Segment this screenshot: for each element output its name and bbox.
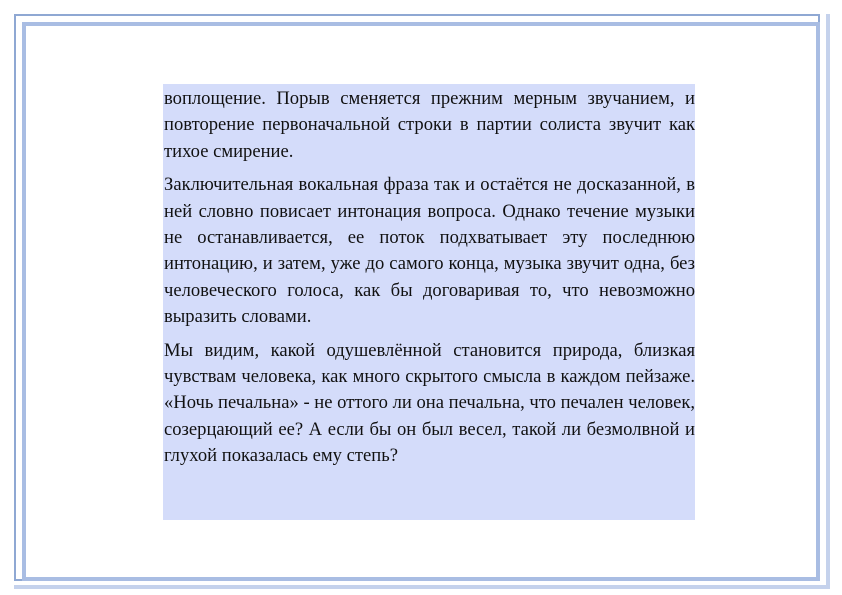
paragraph-3: Мы видим, какой одушевлённой становится природа, близкая чувствам человека, как много скрытого смысла в каждом пейзаже. «Ночь печальна» - не оттого ли она печальна, что печален человек, созерцающий ее? А если бы он был весел, такой ли безмолвной и глухой показалась ему степь? [164, 339, 695, 467]
frame-shadow-bottom [14, 585, 830, 589]
paragraph-1: воплощение. Порыв сменяется прежним мерным звучанием, и повторение первоначальной строки в партии солиста звучит как тихое смирение. [164, 88, 695, 162]
frame-shadow-right [826, 14, 830, 589]
paragraph-2: Заключительная вокальная фраза так и остаётся не досказанной, в ней словно повисает интонация вопроса. Однако течение музыки не останавливается, ее поток подхватывает эту последнюю интонацию, и затем, уже до самого конца, музыка звучит одна, без человеческого голоса, как бы договаривая то, что невозможно выразить словами. [164, 174, 695, 328]
text-block [163, 84, 695, 520]
